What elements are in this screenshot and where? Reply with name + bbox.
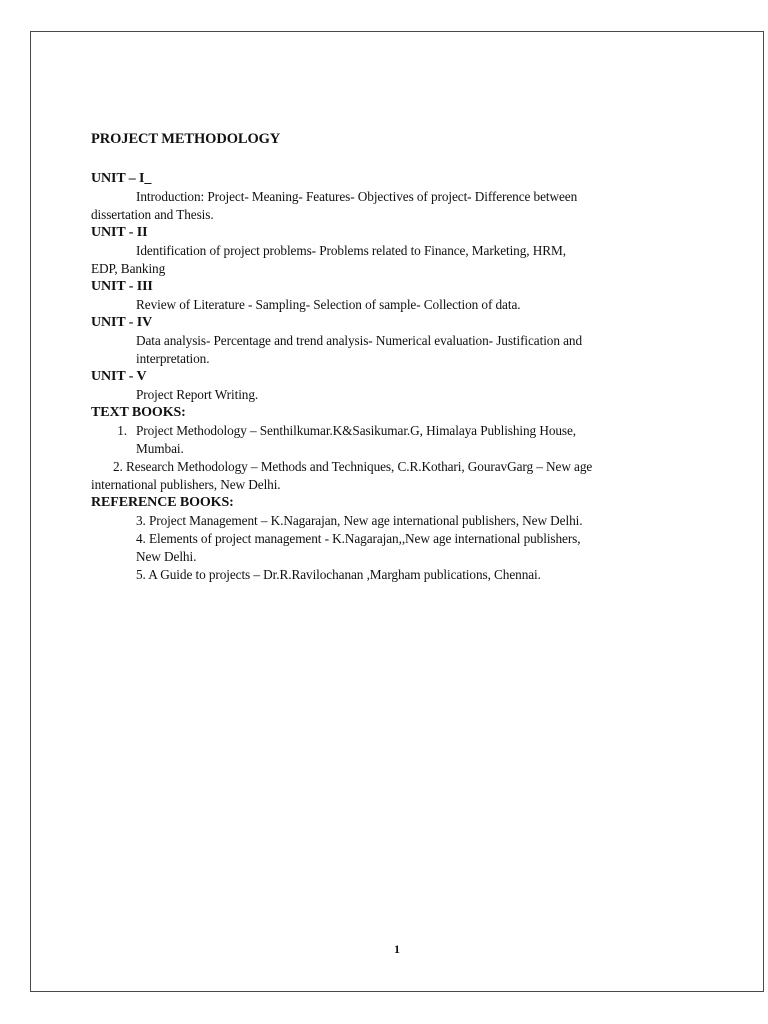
document-content [91,130,681,584]
unit-description: Data analysis- Percentage and trend analysis- Numerical evaluation- Justification and interpretation. [136,333,583,366]
unit-description: Introduction: Project- Meaning- Features- Objectives of project- Difference between dissertation and Thesis. [91,189,578,222]
unit-5 [91,368,681,404]
text-book-item: 2. Research Methodology – Methods and Techniques, C.R.Kothari, GouravGarg – New age international publishers, New Delhi. [91,459,593,492]
reference-book-item: 5. A Guide to projects – Dr.R.Ravilochanan ,Margham publications, Chennai. [136,567,541,582]
unit-heading: UNIT - II [91,225,148,240]
list-number: 1. [117,423,127,438]
unit-4 [91,314,681,368]
reference-book-item: 4. Elements of project management - K.Nagarajan,,New age international publishers, New Delhi. [136,531,581,564]
text-books-heading: TEXT BOOKS: [91,405,186,420]
unit-2 [91,224,681,278]
text-book-item: 1. Project Methodology – Senthilkumar.K&Sasikumar.G, Himalaya Publishing House, Mumbai. [91,422,681,458]
unit-heading: UNIT - IV [91,315,153,330]
reference-books-section [91,494,681,584]
unit-heading: UNIT - V [91,369,147,384]
unit-heading: UNIT – I_ [91,171,152,186]
document-title: PROJECT METHODOLOGY [91,131,281,147]
reference-book-item: 3. Project Management – K.Nagarajan, New age international publishers, New Delhi. [136,513,583,528]
unit-description: Review of Literature - Sampling- Selection of sample- Collection of data. [136,297,521,312]
unit-description: Project Report Writing. [136,387,259,402]
page-number: 1 [394,942,400,956]
document-page [30,31,764,992]
unit-description: Identification of project problems- Problems related to Finance, Marketing, HRM, EDP, Banking [91,243,566,276]
unit-3 [91,278,681,314]
text-books-section [91,404,681,494]
unit-1 [91,170,681,224]
unit-heading: UNIT - III [91,279,153,294]
reference-books-heading: REFERENCE BOOKS: [91,495,234,510]
